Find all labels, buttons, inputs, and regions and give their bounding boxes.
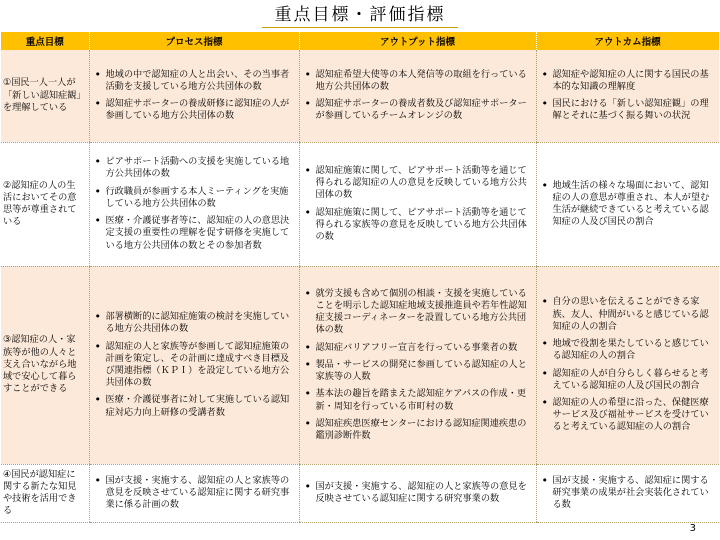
goal-cell: ①国民一人一人が「新しい認知症観」を理解している [1,50,89,142]
output-cell [299,266,536,464]
table-header-row [1,32,719,50]
indicator-table [1,32,720,523]
header-process: プロセス指標 [89,32,299,50]
process-cell [89,464,299,522]
list-item: • 地域の中で認知症の人と出会い、その当事者活動を支援している地方公共団体の数 [106,69,295,93]
list-item: • 地域生活の様々な場面において、認知症の人の意思が尊重され、本人が望む生活が継続できていると考えている認知症の人及び国民の割合 [553,180,716,229]
table-row [1,50,719,142]
page-title: 重点目標・評価指標 [274,5,446,25]
process-cell [89,142,299,266]
list-item: • 基本法の趣旨を踏まえた認知症ケアパスの作成・更新・周知を行っている市町村の数 [316,388,532,412]
list-item: • 行政職員が参画する本人ミーティングを実施している地方公共団体の数 [106,186,295,210]
list-item: • 認知症疾患医療センターにおける認知症関連疾患の鑑別診断件数 [316,418,532,442]
goal-cell: ②認知症の人の生活においてその意思等が尊重されている [1,142,89,266]
output-cell [299,464,536,522]
list-item: • 地域で役割を果たしていると感じている認知症の人の割合 [553,338,716,362]
list-item: • 製品・サービスの開発に参画している認知症の人と家族等の人数 [316,359,532,383]
table-row [1,142,719,266]
process-cell [89,266,299,464]
list-item: • 認知症施策に関して、ピアサポート活動等を通じて得られる認知症の人の意見を反映している地方公共団体の数 [316,165,532,202]
output-cell [299,50,536,142]
list-item: • 認知症サポーターの養成者数及び認知症サポーターが参画しているチームオレンジの数 [316,98,532,122]
list-item: • 認知症バリアフリー宣言を行っている事業者の数 [316,342,532,354]
goal-cell: ④国民が認知症に関する新たな知見や技術を活用できる [1,464,89,522]
list-item: • 医療・介護従事者に対して実施している認知症対応力向上研修の受講者数 [106,394,295,418]
table-row [1,266,719,464]
list-item: • 認知症や認知症の人に関する国民の基本的な知識の理解度 [553,69,716,93]
list-item: • 認知症の人の希望に沿った、保健医療サービス及び福祉サービスを受けていると考えている認知症の人の割合 [553,397,716,434]
list-item: • 国が支援・実施する、認知症に関する研究事業の成果が社会実装化されている数 [553,475,716,512]
list-item: • ピアサポート活動への支援を実施している地方公共団体の数 [106,156,295,180]
page-number: 3 [689,523,696,534]
list-item: • 自分の思いを伝えることができる家族、友人、仲間がいると感じている認知症の人の割合 [553,296,716,333]
outcome-cell [536,266,719,464]
header-goal: 重点目標 [1,32,89,50]
list-item: • 国民における「新しい認知症観」の理解とそれに基づく振る舞いの状況 [553,98,716,122]
list-item: • 認知症の人が自分らしく暮らせると考えている認知症の人及び国民の割合 [553,368,716,392]
goal-cell: ③認知症の人・家族等が他の人々と支え合いながら地域で安心して暮らすことができる [1,266,89,464]
list-item: • 認知症施策に関して、ピアサポート活動等を通じて得られる家族等の意見を反映している地方公共団体の数 [316,207,532,244]
outcome-cell [536,50,719,142]
list-item: • 認知症サポーターの養成研修に認知症の人が参画している地方公共団体の数 [106,98,295,122]
list-item: • 国が支援・実施する、認知症の人と家族等の意見を反映させている認知症に関する研究事業に係る計画の数 [106,475,295,512]
list-item: • 国が支援・実施する、認知症の人と家族等の意見を反映させている認知症に関する研究事業の数 [316,481,532,505]
list-item: • 部署横断的に認知症施策の検討を実施している地方公共団体の数 [106,311,295,335]
outcome-cell [536,464,719,522]
title-underline [262,27,458,28]
output-cell [299,142,536,266]
list-item: • 医療・介護従事者等に、認知症の人の意思決定支援の重要性の理解を促す研修を実施している地方公共団体の数とその参加者数 [106,215,295,252]
list-item: • 認知症希望大使等の本人発信等の取組を行っている地方公共団体の数 [316,69,532,93]
process-cell [89,50,299,142]
outcome-cell [536,142,719,266]
header-output: アウトプット指標 [299,32,536,50]
list-item: • 就労支援も含めて個別の相談・支援を実施していることを明示した認知症地域支援推進員や若年性認知症支援コーディネーターを設置している地方公共団体の数 [316,288,532,337]
list-item: • 認知症の人と家族等が参画して認知症施策の計画を策定し、その計画に達成すべき目標及び関連指標（ＫＰＩ）を設定している地方公共団体の数 [106,341,295,390]
header-outcome: アウトカム指標 [536,32,719,50]
table-row [1,464,719,522]
